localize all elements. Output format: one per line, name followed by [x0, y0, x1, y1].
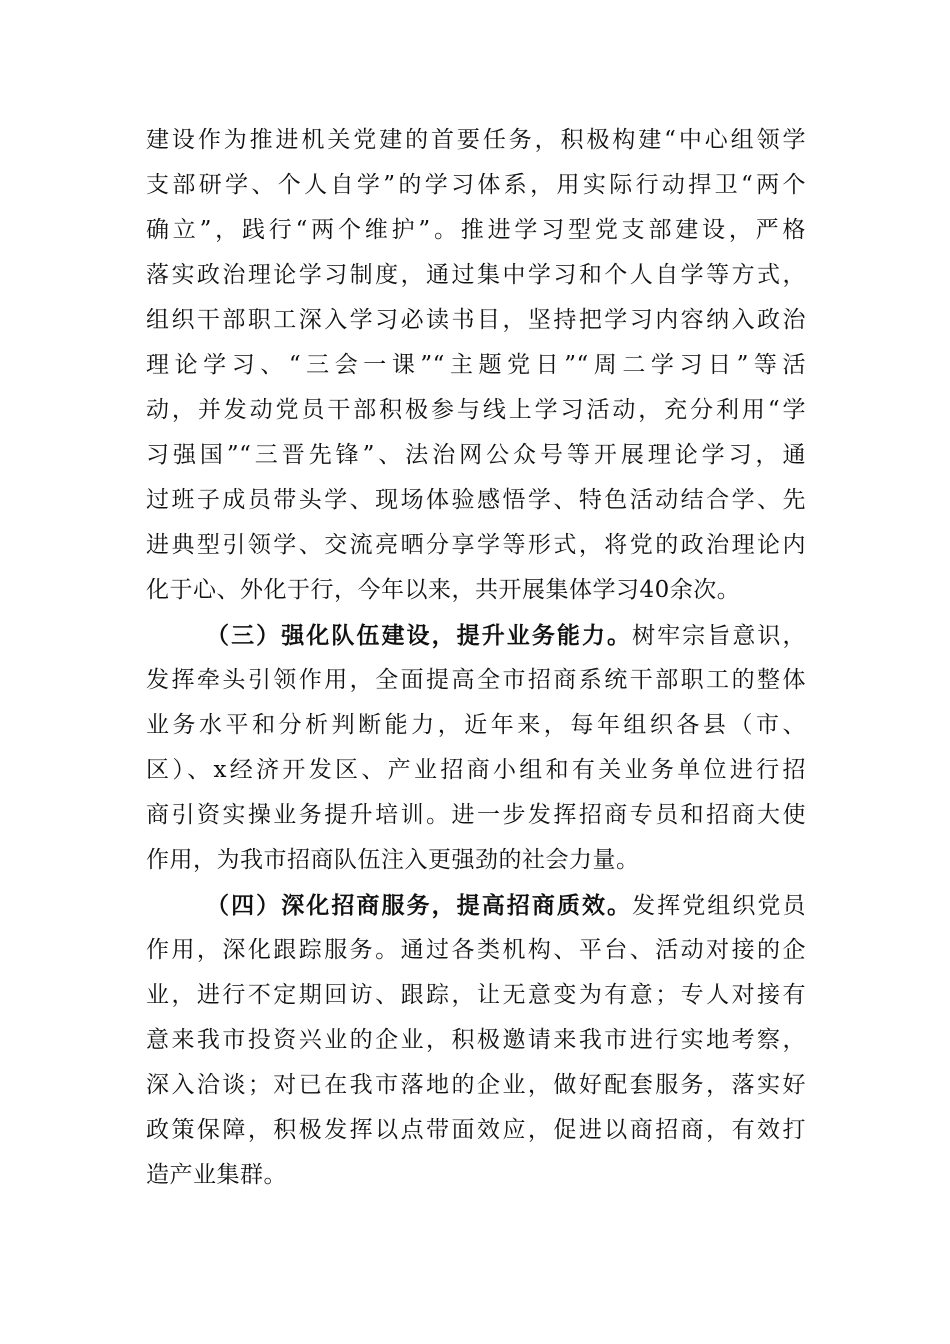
text-line: 区）、x经济开发区、产业招商小组和有关业务单位进行招: [146, 757, 806, 783]
text-line: 意来我市投资兴业的企业，积极邀请来我市进行实地考察，: [146, 1027, 806, 1053]
text-line: 建设作为推进机关党建的首要任务，积极构建“中心组领学: [146, 127, 806, 153]
text-line: 落实政治理论学习制度，通过集中学习和个人自学等方式，: [146, 262, 806, 288]
paragraph-first-line: [146, 883, 806, 928]
section-heading: （三）强化队伍建设，提升业务能力。: [206, 622, 633, 649]
paragraph-first-line: [146, 613, 806, 658]
text-line: 业，进行不定期回访、跟踪，让无意变为有意；专人对接有: [146, 982, 806, 1008]
text-run: 发挥党组织党员: [632, 893, 807, 919]
text-line: 习强国”“三晋先锋”、法治网公众号等开展理论学习，通: [146, 442, 806, 468]
text-line: 作用，为我市招商队伍注入更强劲的社会力量。: [146, 847, 640, 873]
document-body: [146, 118, 806, 1198]
text-run: 树牢宗旨意识，: [632, 623, 807, 649]
text-line: 造产业集群。: [146, 1162, 287, 1188]
text-line: 发挥牵头引领作用，全面提高全市招商系统干部职工的整体: [146, 667, 806, 693]
text-line: 支部研学、个人自学”的学习体系，用实际行动捍卫“两个: [146, 172, 806, 198]
text-line: 进典型引领学、交流亮晒分享学等形式，将党的政治理论内: [146, 532, 806, 558]
text-line: 确立”，践行“两个维护”。推进学习型党支部建设，严格: [146, 217, 806, 243]
text-line: 商引资实操业务提升培训。进一步发挥招商专员和招商大使: [146, 802, 806, 828]
text-line: 动，并发动党员干部积极参与线上学习活动，充分利用“学: [146, 397, 806, 423]
text-line: 组织干部职工深入学习必读书目，坚持把学习内容纳入政治: [146, 307, 806, 333]
paragraph-investment-service: [146, 883, 806, 1198]
text-line: 政策保障，积极发挥以点带面效应，促进以商招商，有效打: [146, 1117, 806, 1143]
text-line: 过班子成员带头学、现场体验感悟学、特色活动结合学、先: [146, 487, 806, 513]
text-line: 深入洽谈；对已在我市落地的企业，做好配套服务，落实好: [146, 1072, 806, 1098]
text-line: 业务水平和分析判断能力，近年来，每年组织各县（市、: [146, 712, 806, 738]
text-line: 作用，深化跟踪服务。通过各类机构、平台、活动对接的企: [146, 937, 806, 963]
paragraph-party-study: [146, 118, 806, 613]
paragraph-team-building: [146, 613, 806, 883]
text-line: 化于心、外化于行，今年以来，共开展集体学习40余次。: [146, 577, 741, 603]
section-heading: （四）深化招商服务，提高招商质效。: [206, 892, 633, 919]
text-line: 理论学习、“三会一课”“主题党日”“周二学习日”等活: [146, 352, 806, 378]
